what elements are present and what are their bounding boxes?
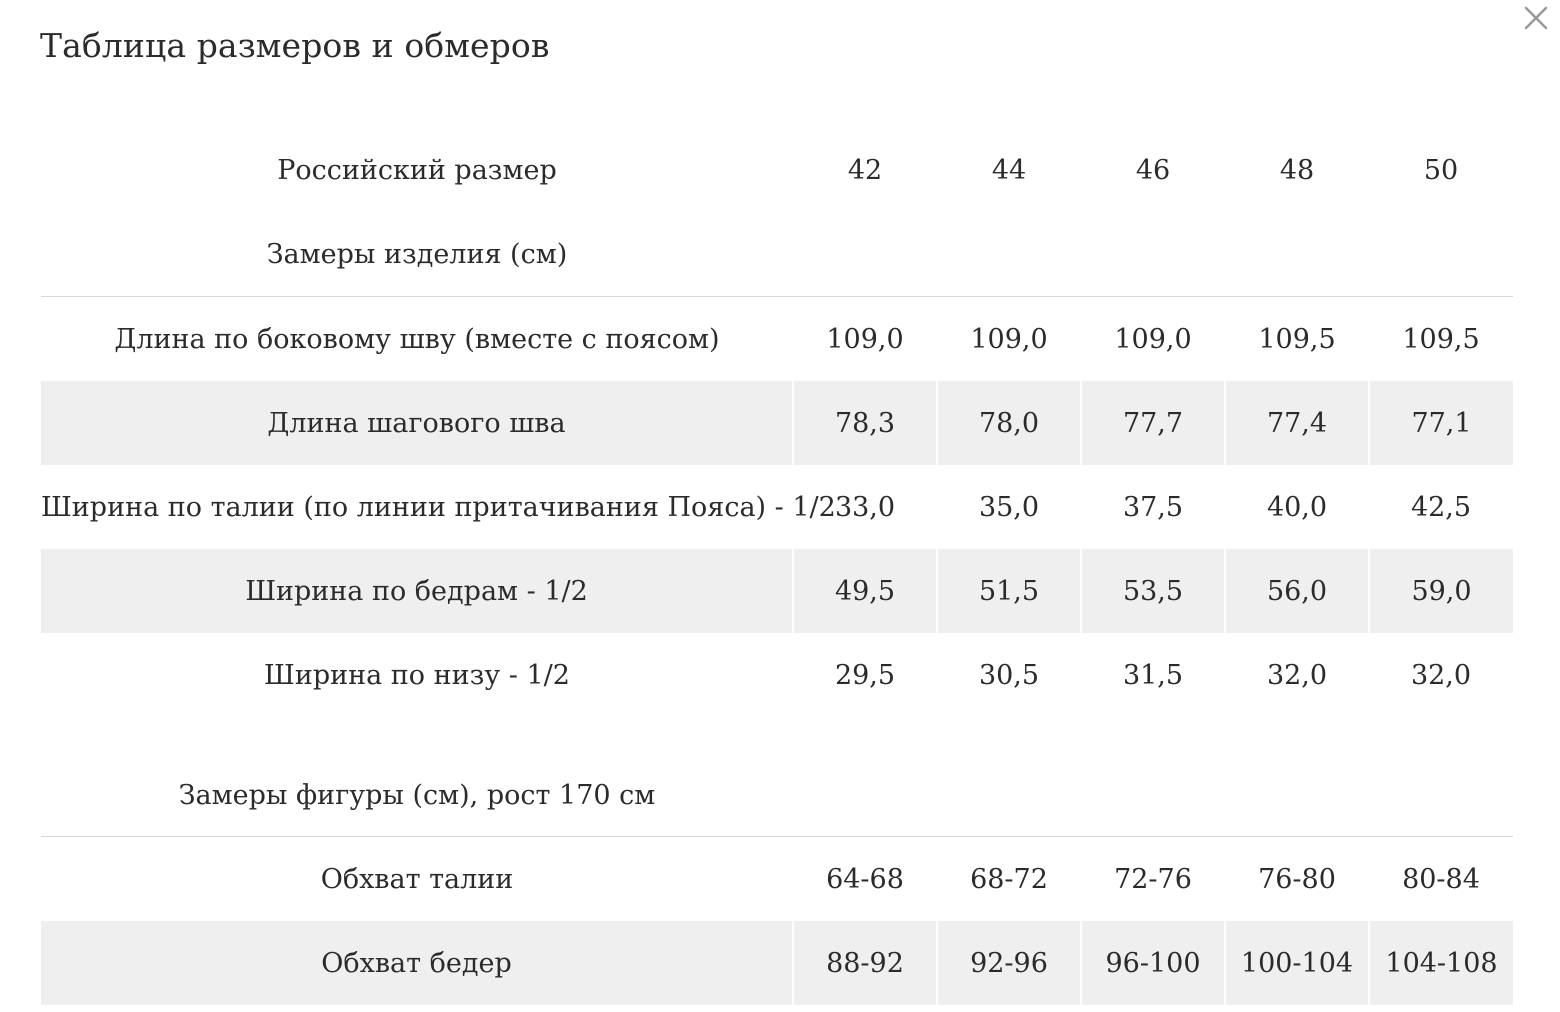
size-header: 48	[1279, 154, 1315, 186]
table-cell: 78,0	[937, 381, 1081, 465]
close-button[interactable]	[1522, 4, 1550, 32]
size-header: 50	[1423, 154, 1459, 186]
table-row	[41, 381, 1513, 465]
table-cell: 109,0	[970, 323, 1048, 355]
table-cell: 78,3	[793, 381, 937, 465]
row-label: Длина шагового шва	[41, 381, 793, 465]
table-cell: 80-84	[1402, 863, 1480, 895]
table-cell: 88-92	[793, 921, 937, 1005]
table-cell: 29,5	[834, 659, 896, 691]
row-label: Обхват талии	[320, 863, 514, 895]
row-label: Ширина по талии (по линии притачивания Пояса) - 1/2	[41, 491, 836, 523]
size-table	[41, 128, 1513, 1005]
section-header	[41, 212, 1513, 297]
size-header: 46	[1135, 154, 1171, 186]
table-row	[41, 549, 1513, 633]
table-cell: 76-80	[1258, 863, 1336, 895]
table-cell: 53,5	[1081, 549, 1225, 633]
row-label: Обхват бедер	[41, 921, 793, 1005]
table-row	[41, 837, 1513, 922]
table-cell: 51,5	[937, 549, 1081, 633]
table-cell: 109,5	[1258, 323, 1336, 355]
table-cell: 72-76	[1114, 863, 1192, 895]
table-cell: 109,5	[1402, 323, 1480, 355]
table-cell: 109,0	[826, 323, 904, 355]
table-row	[41, 297, 1513, 382]
table-row	[41, 465, 1513, 549]
table-cell: 32,0	[1266, 659, 1328, 691]
size-header: 42	[847, 154, 883, 186]
table-cell: 92-96	[937, 921, 1081, 1005]
row-label: Длина по боковому шву (вместе с поясом)	[114, 323, 720, 355]
table-cell: 49,5	[793, 549, 937, 633]
table-cell: 68-72	[970, 863, 1048, 895]
table-cell: 109,0	[1114, 323, 1192, 355]
table-cell: 104-108	[1369, 921, 1513, 1005]
section-header	[41, 717, 1513, 837]
table-cell: 40,0	[1266, 491, 1328, 523]
table-cell: 32,0	[1410, 659, 1472, 691]
table-cell: 77,7	[1081, 381, 1225, 465]
header-row	[41, 128, 1513, 212]
table-cell: 64-68	[826, 863, 904, 895]
table-cell: 37,5	[1122, 491, 1184, 523]
table-row	[41, 921, 1513, 1005]
table-row	[41, 633, 1513, 717]
table-cell: 33,0	[834, 491, 896, 523]
size-header: 44	[991, 154, 1027, 186]
table-cell: 42,5	[1410, 491, 1472, 523]
row-label: Ширина по бедрам - 1/2	[41, 549, 793, 633]
row-label: Ширина по низу - 1/2	[264, 659, 570, 691]
close-icon[interactable]	[1522, 4, 1550, 32]
section-title: Замеры фигуры (см), рост 170 см	[41, 717, 793, 837]
table-cell: 35,0	[978, 491, 1040, 523]
table-cell: 96-100	[1081, 921, 1225, 1005]
table-cell: 77,4	[1225, 381, 1369, 465]
section-title: Замеры изделия (см)	[41, 212, 793, 297]
table-cell: 59,0	[1369, 549, 1513, 633]
table-cell: 77,1	[1369, 381, 1513, 465]
table-cell: 56,0	[1225, 549, 1369, 633]
table-cell: 31,5	[1122, 659, 1184, 691]
table-cell: 30,5	[978, 659, 1040, 691]
header-label: Российский размер	[277, 154, 557, 186]
modal-title: Таблица размеров и обмеров	[40, 26, 550, 65]
table-cell: 100-104	[1225, 921, 1369, 1005]
